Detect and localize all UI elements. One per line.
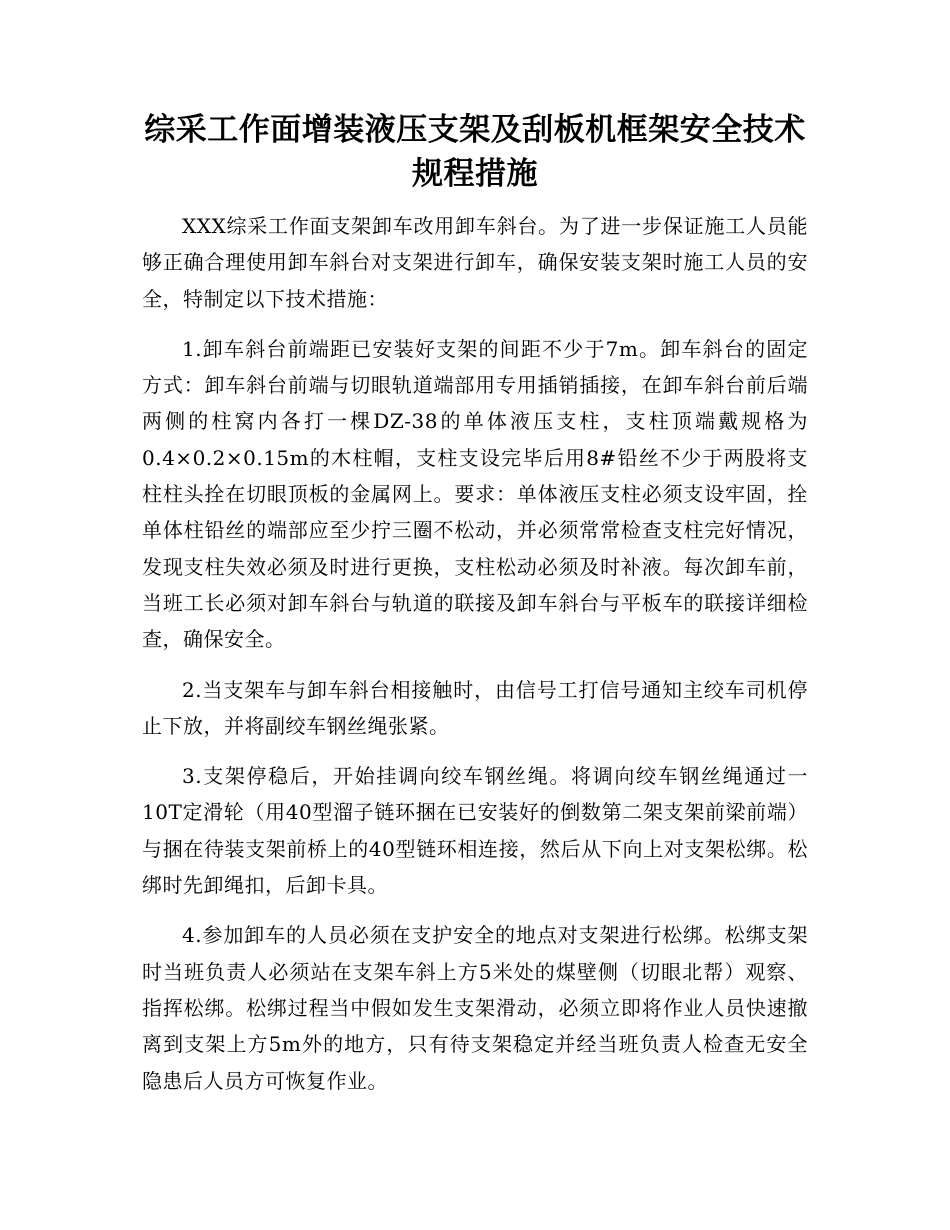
measure-4-paragraph: 4.参加卸车的人员必须在支护安全的地点对支架进行松绑。松绑支架时当班负责人必须站在支架车斜上方5米处的煤壁侧（切眼北帮）观察、指挥松绑。松绑过程当中假如发生支架滑动，必须立即将作业人员快速撤离到支架上方5m外的地方，只有待支架稳定并经当班负责人检查无安全隐患后人员方可恢复作业。: [142, 923, 808, 1093]
measure-3-paragraph: 3.支架停稳后，开始挂调向绞车钢丝绳。将调向绞车钢丝绳通过一10T定滑轮（用40型溜子链环捆在已安装好的倒数第二架支架前梁前端）与捆在待装支架前桥上的40型链环相连接，然后从下向上对支架松绑。松绑时先卸绳扣，后卸卡具。: [142, 764, 808, 898]
measure-1-paragraph: 1.卸车斜台前端距已安装好支架的间距不少于7m。卸车斜台的固定方式：卸车斜台前端与切眼轨道端部用专用插销插接，在卸车斜台前后端两侧的柱窝内各打一棵DZ-38的单体液压支柱，支柱顶端戴规格为0.4×0.2×0.15m的木柱帽，支柱支设完毕后用8#铅丝不少于两股将支柱柱头拴在切眼顶板的金属网上。要求：单体液压支柱必须支设牢固，拴单体柱铅丝的端部应至少拧三圈不松动，并必须常常检查支柱完好情况，发现支柱失效必须及时进行更换，支柱松动必须及时补液。每次卸车前，当班工长必须对卸车斜台与轨道的联接及卸车斜台与平板车的联接详细检查，确保安全。: [142, 336, 808, 652]
document-title: 综采工作面增装液压支架及刮板机框架安全技术规程措施: [144, 112, 806, 192]
measure-2-paragraph: 2.当支架车与卸车斜台相接触时，由信号工打信号通知主绞车司机停止下放，并将副绞车钢丝绳张紧。: [142, 677, 808, 738]
intro-paragraph: XXX综采工作面支架卸车改用卸车斜台。为了进一步保证施工人员能够正确合理使用卸车斜台对支架进行卸车，确保安装支架时施工人员的安全，特制定以下技术措施：: [142, 214, 808, 311]
document-body: [142, 108, 808, 1113]
